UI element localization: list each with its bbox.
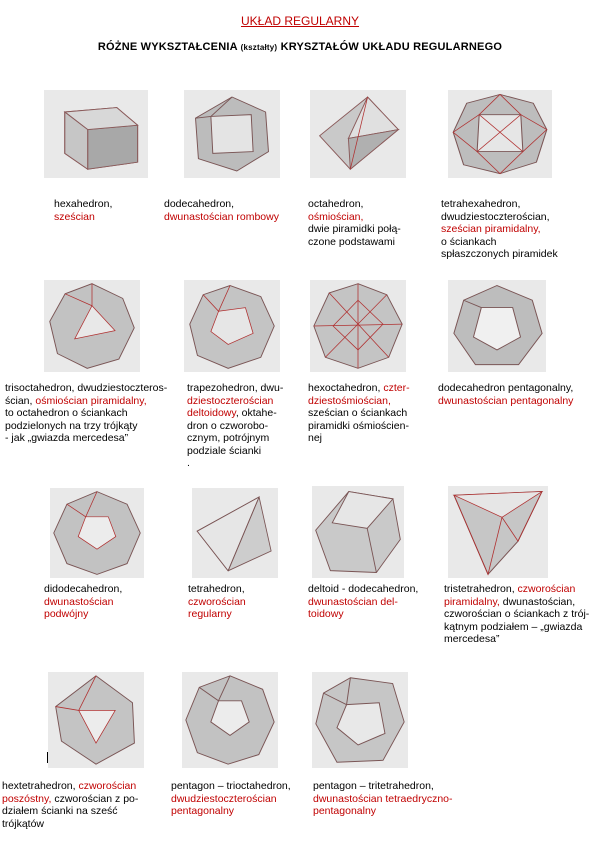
deltoid-dodecahedron-image bbox=[312, 486, 404, 578]
caption-line bbox=[188, 583, 246, 596]
caption-text: tristetrahedron, bbox=[444, 583, 518, 595]
caption-text: dodecahedron, bbox=[164, 198, 235, 210]
pentagonal-dodecahedron-image bbox=[448, 280, 546, 372]
pentagonal-dodecahedron-caption bbox=[438, 382, 573, 407]
caption-line bbox=[171, 793, 291, 806]
caption-line bbox=[44, 596, 122, 609]
page-subtitle bbox=[0, 41, 600, 53]
polish-name: dziestoczterościan bbox=[187, 394, 274, 407]
polish-name: pentagonalny bbox=[313, 805, 377, 817]
caption-text: - jak „gwiazda mercedesa” bbox=[5, 432, 129, 444]
caption-line bbox=[187, 407, 283, 420]
caption-line bbox=[164, 198, 279, 211]
caption-text: pentagon – tritetrahedron, bbox=[313, 780, 434, 792]
polish-name: ośmiościan, bbox=[308, 210, 364, 223]
caption-text: octahedron, bbox=[308, 198, 364, 210]
caption-line bbox=[308, 211, 401, 224]
trapezohedron-caption bbox=[187, 382, 283, 470]
trisoctahedron-caption bbox=[5, 382, 167, 445]
caption-line bbox=[187, 420, 283, 433]
caption-line bbox=[308, 223, 401, 236]
caption-line bbox=[441, 236, 558, 249]
caption-text: dodecahedron pentagonalny, bbox=[438, 382, 574, 394]
polish-name: ośmiościan piramidalny, bbox=[35, 394, 147, 407]
caption-line bbox=[54, 211, 112, 224]
caption-text: hexoctahedron, bbox=[308, 382, 384, 394]
caption-text: didodecahedron, bbox=[44, 583, 123, 595]
caption-text: nej bbox=[308, 432, 323, 444]
caption-line bbox=[2, 805, 138, 818]
polish-name: czter- bbox=[383, 382, 410, 394]
dodecahedron-caption bbox=[164, 198, 279, 223]
tetrahedron-caption bbox=[188, 583, 246, 621]
subtitle-small: (kształty) bbox=[240, 43, 278, 52]
caption-line bbox=[44, 583, 122, 596]
polish-name: pentagonalny bbox=[171, 805, 235, 817]
caption-text: hextetrahedron, bbox=[2, 780, 79, 792]
caption-line bbox=[188, 596, 246, 609]
hexoctahedron-caption bbox=[308, 382, 410, 445]
caption-line bbox=[438, 395, 573, 408]
caption-line bbox=[308, 382, 410, 395]
caption-text: działem ścianki na sześć bbox=[2, 805, 118, 817]
hexahedron-image bbox=[44, 90, 148, 178]
caption-text: ścian, bbox=[5, 394, 36, 407]
caption-line bbox=[5, 432, 167, 445]
caption-line bbox=[187, 432, 283, 445]
didodecahedron-caption bbox=[44, 583, 122, 621]
polish-name: czworościan bbox=[188, 595, 246, 608]
polish-name: sześcian bbox=[54, 210, 95, 223]
caption-line bbox=[441, 198, 558, 211]
caption-line bbox=[5, 395, 167, 408]
caption-line bbox=[444, 621, 589, 634]
trapezohedron-image bbox=[184, 280, 280, 372]
text-cursor bbox=[47, 752, 48, 763]
caption-text: trisoctahedron, dwudziestoczteros- bbox=[5, 382, 168, 394]
caption-text: deltoid - dodecahedron, bbox=[308, 583, 419, 595]
pentagon-trioctahedron-caption bbox=[171, 780, 291, 818]
polish-name: sześcian piramidalny, bbox=[441, 223, 541, 235]
caption-text: to octahedron o ściankach bbox=[5, 407, 128, 419]
polish-name: regularny bbox=[188, 608, 232, 620]
caption-line bbox=[308, 596, 418, 609]
caption-line bbox=[44, 608, 122, 621]
caption-line bbox=[308, 198, 401, 211]
caption-text: o ściankach bbox=[441, 235, 497, 248]
tristetrahedron-image bbox=[448, 486, 548, 578]
caption-line bbox=[187, 457, 283, 470]
caption-text: tetrahexahedron, bbox=[441, 198, 521, 210]
caption-text: dwunastościan, bbox=[502, 595, 576, 608]
caption-line bbox=[2, 780, 138, 793]
caption-line bbox=[171, 805, 291, 818]
caption-text: kątnym podziałem – „gwiazda bbox=[444, 620, 583, 633]
caption-text: dron o czworobo- bbox=[187, 419, 269, 432]
polish-name: podwójny bbox=[44, 608, 89, 620]
caption-line bbox=[5, 420, 167, 433]
caption-line bbox=[313, 805, 453, 818]
caption-line bbox=[444, 583, 589, 596]
pentagon-tritetrahedron-image bbox=[312, 672, 408, 768]
caption-line bbox=[2, 793, 138, 806]
deltoid-dodecahedron-caption bbox=[308, 583, 418, 621]
pentagon-tritetrahedron-caption bbox=[313, 780, 453, 818]
polish-name: czworościan bbox=[517, 583, 576, 595]
polish-name: dwunastościan tetraedryczno- bbox=[313, 792, 453, 805]
caption-text: hexahedron, bbox=[54, 198, 113, 210]
caption-text: spłaszczonych piramidek bbox=[441, 248, 558, 260]
caption-line bbox=[313, 793, 453, 806]
caption-line bbox=[444, 596, 589, 609]
caption-line bbox=[441, 211, 558, 224]
polish-name: dwunastościan bbox=[44, 595, 114, 608]
caption-line bbox=[308, 395, 410, 408]
caption-line bbox=[2, 818, 138, 831]
polish-name: dwunastościan rombowy bbox=[164, 210, 279, 223]
dodecahedron-image bbox=[184, 90, 280, 178]
caption-line bbox=[308, 420, 410, 433]
caption-line bbox=[54, 198, 112, 211]
caption-text: czone podstawami bbox=[308, 235, 395, 248]
caption-text: dwudziestoczterościan, bbox=[441, 210, 550, 223]
page-title: UKŁAD REGULARNY bbox=[240, 14, 360, 28]
caption-line bbox=[187, 395, 283, 408]
caption-line bbox=[438, 382, 573, 395]
polish-name: dwudziestoczterościan bbox=[171, 792, 277, 805]
subtitle-part-1: RÓŻNE WYKSZTAŁCENIA bbox=[97, 41, 238, 53]
caption-text: cznym, potrójnym bbox=[187, 432, 270, 444]
caption-text: dwie piramidki połą- bbox=[308, 223, 401, 235]
polish-name: piramidalny, bbox=[444, 595, 503, 608]
caption-text: czworościan o ściankach z trój- bbox=[444, 608, 590, 620]
caption-line bbox=[308, 608, 418, 621]
polish-name: dziestośmiościan, bbox=[308, 394, 391, 407]
caption-line bbox=[441, 223, 558, 236]
caption-text: mercedesa” bbox=[444, 633, 500, 645]
hextetrahedron-image bbox=[48, 672, 144, 768]
octahedron-image bbox=[310, 90, 406, 178]
caption-line bbox=[308, 236, 401, 249]
polish-name: dwunastościan del- bbox=[308, 595, 398, 608]
caption-line bbox=[5, 382, 167, 395]
pentagon-trioctahedron-image bbox=[182, 672, 278, 768]
caption-text: tetrahedron, bbox=[188, 583, 245, 595]
caption-line bbox=[164, 211, 279, 224]
hexoctahedron-image bbox=[310, 280, 406, 372]
caption-line bbox=[444, 633, 589, 646]
polish-name: toidowy bbox=[308, 608, 344, 620]
polish-name: dwunastościan pentagonalny bbox=[438, 394, 574, 407]
polish-name: deltoidowy bbox=[187, 407, 236, 419]
caption-text: . bbox=[187, 457, 190, 469]
tetrahexahedron-image bbox=[448, 90, 552, 178]
caption-line bbox=[441, 248, 558, 261]
tristetrahedron-caption bbox=[444, 583, 589, 646]
caption-line bbox=[5, 407, 167, 420]
caption-text: pentagon – trioctahedron, bbox=[171, 780, 291, 792]
caption-text: podziale ścianki bbox=[187, 444, 262, 457]
subtitle-part-2: KRYSZTAŁÓW UKŁADU REGULARNEGO bbox=[280, 41, 503, 53]
caption-line bbox=[308, 407, 410, 420]
polish-name: czworościan bbox=[78, 780, 137, 792]
tetrahedron-image bbox=[192, 488, 278, 578]
caption-line bbox=[187, 445, 283, 458]
hextetrahedron-caption bbox=[2, 780, 138, 830]
didodecahedron-image bbox=[50, 488, 144, 578]
caption-text: piramidki ośmiościen- bbox=[308, 419, 409, 432]
caption-text: trapezohedron, dwu- bbox=[187, 382, 284, 394]
caption-text: trójkątów bbox=[2, 817, 45, 830]
caption-line bbox=[188, 608, 246, 621]
caption-text: , oktahe- bbox=[235, 407, 277, 419]
polish-name: poszóstny, bbox=[2, 792, 55, 805]
caption-line bbox=[171, 780, 291, 793]
caption-text: podzielonych na trzy trójkąty bbox=[5, 419, 138, 432]
caption-text: czworościan z po- bbox=[54, 792, 139, 805]
caption-line bbox=[313, 780, 453, 793]
caption-line bbox=[187, 382, 283, 395]
tetrahexahedron-caption bbox=[441, 198, 558, 261]
trisoctahedron-image bbox=[44, 280, 140, 372]
caption-line bbox=[444, 608, 589, 621]
octahedron-caption bbox=[308, 198, 401, 248]
caption-line bbox=[308, 583, 418, 596]
caption-text: sześcian o ściankach bbox=[308, 407, 408, 419]
hexahedron-caption bbox=[54, 198, 112, 223]
caption-line bbox=[308, 432, 410, 445]
